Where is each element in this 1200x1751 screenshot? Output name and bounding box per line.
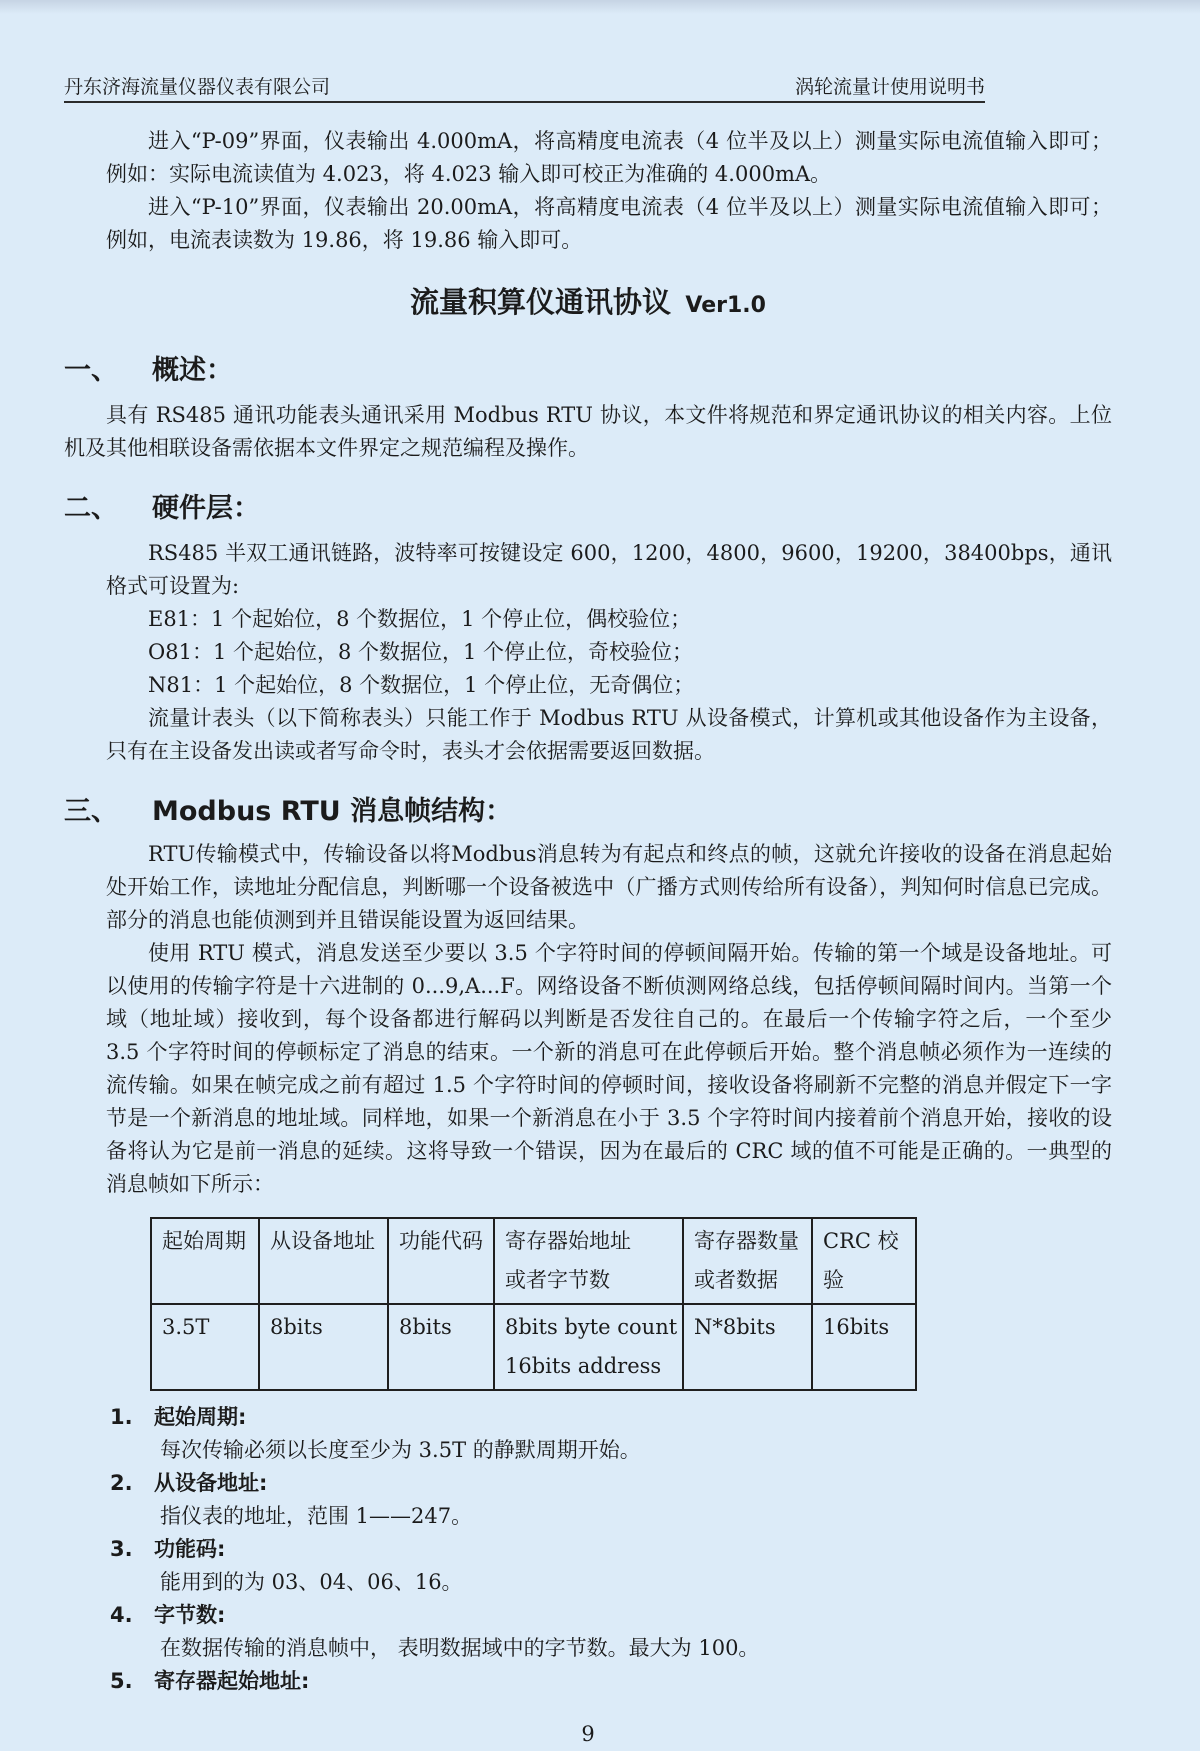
protocol-title-text: 流量积算仪通讯协议 xyxy=(410,285,672,319)
calibration-intro xyxy=(106,125,1112,257)
section-overview-heading xyxy=(64,353,1112,389)
header-cell-register-count: 寄存器数量 或者数据 xyxy=(683,1218,812,1304)
field-item-3-label: 功能码: xyxy=(154,1537,226,1561)
format-line-n81: N81：1 个起始位，8 个数据位，1 个停止位，无奇偶位； xyxy=(148,673,695,697)
field-item-4 xyxy=(110,1599,1112,1665)
section-hardware-number: 二、 xyxy=(64,493,118,524)
protocol-title-version: Ver1.0 xyxy=(685,293,766,318)
section-hardware-label: 硬件层： xyxy=(152,493,260,524)
field-item-2-number: 2. xyxy=(110,1471,133,1495)
scan-edge-shadow xyxy=(0,0,1200,14)
field-item-3-number: 3. xyxy=(110,1537,133,1561)
field-item-3 xyxy=(110,1533,1112,1599)
header-cell-function-code: 功能代码 xyxy=(388,1218,494,1304)
header-cell-slave-address: 从设备地址 xyxy=(259,1218,388,1304)
data-cell-register-address: 8bits byte count 16bits address xyxy=(494,1304,683,1390)
section-overview-number: 一、 xyxy=(64,355,118,386)
message-frame-table xyxy=(150,1217,917,1391)
data-cell-slave-address: 8bits xyxy=(259,1304,388,1390)
section-frame-heading xyxy=(64,794,1112,830)
header-company-name: 丹东济海流量仪器仪表有限公司 xyxy=(64,76,331,98)
field-item-2 xyxy=(110,1467,1112,1533)
field-item-5-label: 寄存器起始地址: xyxy=(154,1669,310,1693)
field-item-1 xyxy=(110,1401,1112,1467)
hardware-content xyxy=(106,537,1112,768)
field-item-4-number: 4. xyxy=(110,1603,133,1627)
intro-paragraph-p09: 进入“P-09”界面，仪表输出 4.000mA，将高精度电流表（4 位半及以上）测量实际电流值输入即可；例如：实际电流读值为 4.023，将 4.023 输入即可校正为准确的 4.000mA。 xyxy=(106,129,1112,186)
format-line-o81: O81：1 个起始位，8 个数据位，1 个停止位，奇校验位； xyxy=(148,640,694,664)
hardware-intro: RS485 半双工通讯链路，波特率可按键设定 600，1200，4800，9600，19200，38400bps，通讯格式可设置为: xyxy=(106,541,1112,598)
field-item-1-body: 每次传输必须以长度至少为 3.5T 的静默周期开始。 xyxy=(160,1438,641,1462)
field-item-2-body: 指仪表的地址，范围 1——247。 xyxy=(160,1504,473,1528)
frame-table-header-row xyxy=(151,1218,916,1304)
frame-structure-content xyxy=(106,838,1112,1201)
field-item-3-body: 能用到的为 03、04、06、16。 xyxy=(160,1570,463,1594)
header-cell-register-address: 寄存器始地址 或者字节数 xyxy=(494,1218,683,1304)
field-item-2-label: 从设备地址: xyxy=(154,1471,268,1495)
field-item-1-number: 1. xyxy=(110,1405,133,1429)
field-description-list xyxy=(110,1401,1112,1698)
field-item-5-number: 5. xyxy=(110,1669,133,1693)
data-cell-register-count: N*8bits xyxy=(683,1304,812,1390)
section-frame-label: Modbus RTU 消息帧结构： xyxy=(152,796,513,827)
frame-table-data-row xyxy=(151,1304,916,1390)
section-frame-number: 三、 xyxy=(64,796,118,827)
section-overview-label: 概述： xyxy=(152,355,233,386)
frame-paragraph-1: RTU传输模式中，传输设备以将Modbus消息转为有起点和终点的帧，这就允许接收的设备在消息起始处开始工作，读地址分配信息，判断哪一个设备被选中（广播方式则传给所有设备），判知何时信息已完成。部分的消息也能侦测到并且错误能设置为返回结果。 xyxy=(106,842,1112,932)
field-item-4-body: 在数据传输的消息帧中， 表明数据域中的字节数。最大为 100。 xyxy=(160,1636,760,1660)
frame-paragraph-2: 使用 RTU 模式，消息发送至少要以 3.5 个字符时间的停顿间隔开始。传输的第一个域是设备地址。可以使用的传输字符是十六进制的 0...9,A...F。网络设备不断侦测网络总线，包括停顿间隔时间内。当第一个域（地址域）接收到，每个设备都进行解码以判断是否发往自己的。在最后一个传输字符之后，一个至少 3.5 个字符时间的停顿标定了消息的结束。一个新的消息可在此停顿后开始。整个消息帧必须作为一连续的流传输。如果在帧完成之前有超过 1.5 个字符时间的停顿时间，接收设备将刷新不完整的消息并假定下一字节是一个新消息的地址域。同样地，如果一个新消息在小于 3.5 个字符时间内接着前个消息开始，接收的设备将认为它是前一消息的延续。这将导致一个错误，因为在最后的 CRC 域的值不可能是正确的。一典型的消息帧如下所示： xyxy=(106,941,1112,1196)
field-item-1-label: 起始周期: xyxy=(154,1405,247,1429)
page-number: 9 xyxy=(581,1722,595,1746)
format-line-e81: E81：1 个起始位，8 个数据位，1 个停止位，偶校验位； xyxy=(148,607,692,631)
hardware-tail: 流量计表头（以下简称表头）只能工作于 Modbus RTU 从设备模式，计算机或其他设备作为主设备，只有在主设备发出读或者写命令时，表头才会依据需要返回数据。 xyxy=(106,706,1112,763)
header-cell-crc: CRC 校验 xyxy=(812,1218,916,1304)
intro-paragraph-p10: 进入“P-10”界面，仪表输出 20.00mA，将高精度电流表（4 位半及以上）测量实际电流值输入即可；例如，电流表读数为 19.86，将 19.86 输入即可。 xyxy=(106,195,1112,252)
data-cell-crc: 16bits xyxy=(812,1304,916,1390)
field-item-5 xyxy=(110,1665,1112,1698)
field-item-4-label: 字节数: xyxy=(154,1603,226,1627)
header-cell-start-period: 起始周期 xyxy=(151,1218,259,1304)
data-cell-function-code: 8bits xyxy=(388,1304,494,1390)
page-header xyxy=(64,76,985,103)
header-doc-title: 涡轮流量计使用说明书 xyxy=(794,76,985,98)
protocol-title xyxy=(64,281,1112,327)
section-hardware-heading xyxy=(64,491,1112,527)
overview-body: 具有 RS485 通讯功能表头通讯采用 Modbus RTU 协议，本文件将规范和界定通讯协议的相关内容。上位机及其他相联设备需依据本文件界定之规范编程及操作。 xyxy=(64,403,1112,460)
data-cell-start-period: 3.5T xyxy=(151,1304,259,1390)
